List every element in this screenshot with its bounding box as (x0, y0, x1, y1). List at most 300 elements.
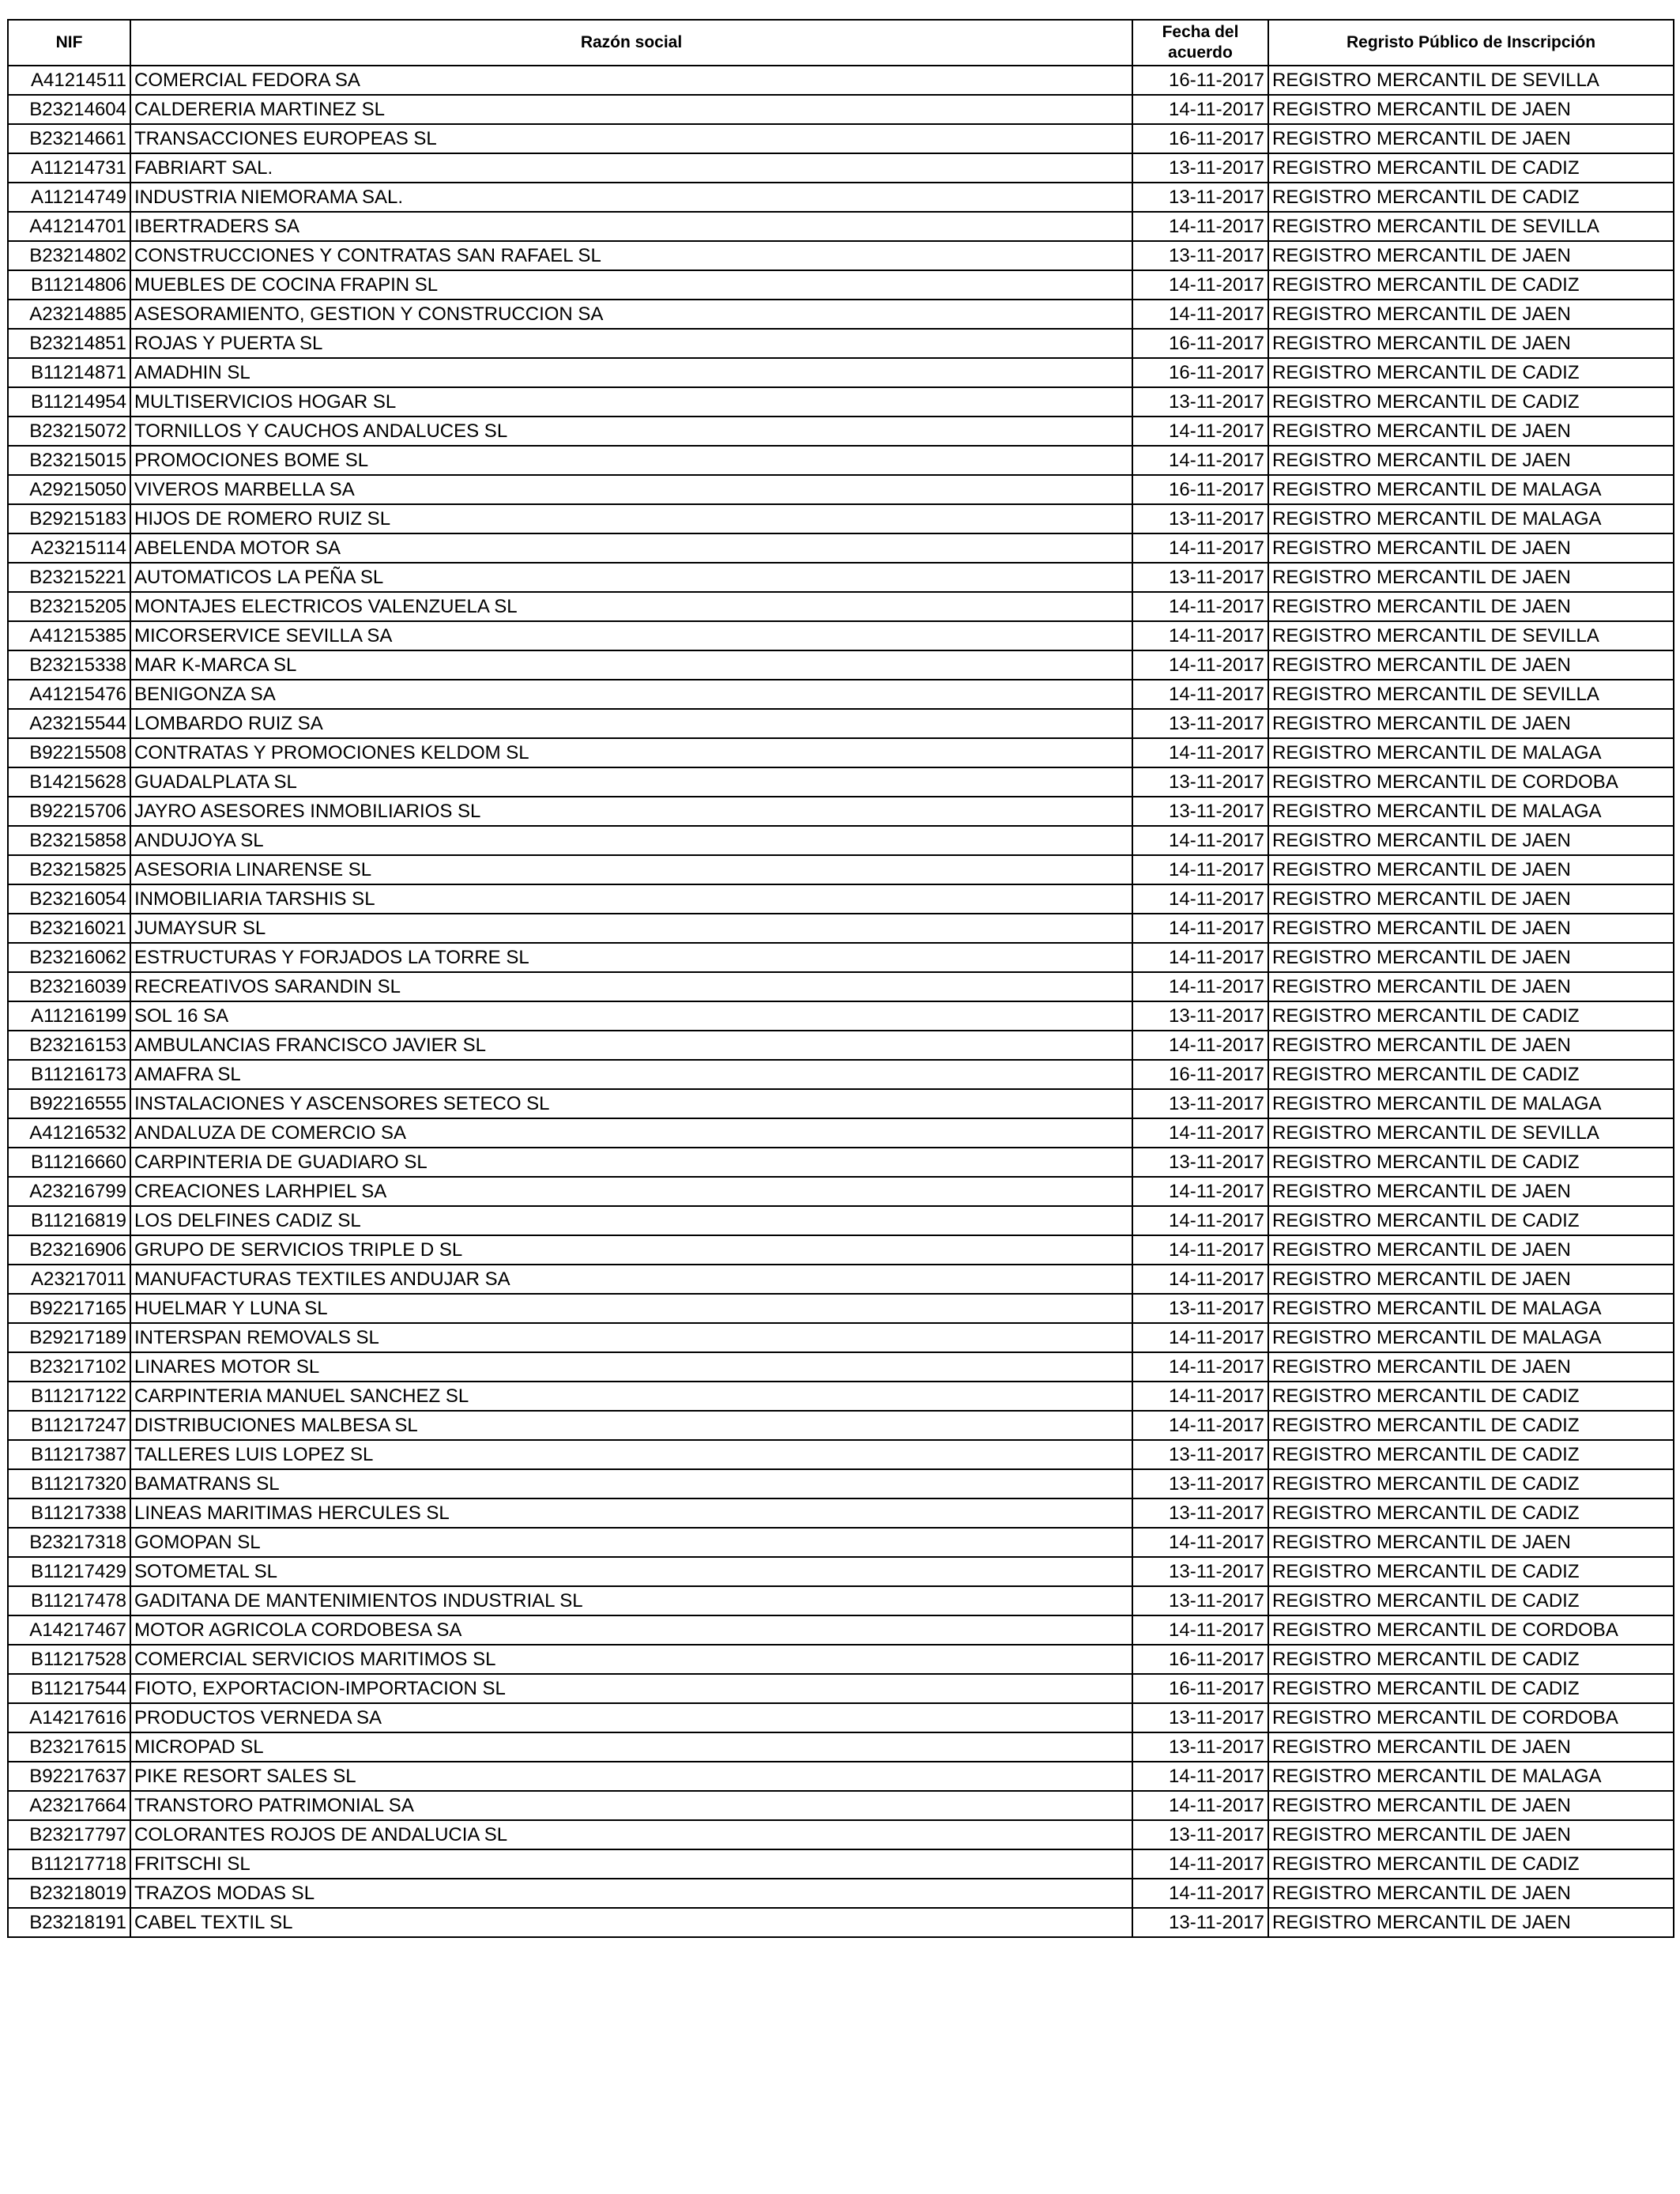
table-row (8, 533, 1674, 563)
cell-nif: A41215385 (8, 621, 130, 650)
table-row (8, 972, 1674, 1001)
cell-fecha: 14-11-2017 (1132, 680, 1268, 709)
cell-nif: A14217616 (8, 1703, 130, 1732)
cell-razon-social: PIKE RESORT SALES SL (130, 1762, 1132, 1791)
cell-registro: REGISTRO MERCANTIL DE JAEN (1268, 417, 1674, 446)
cell-razon-social: MICORSERVICE SEVILLA SA (130, 621, 1132, 650)
cell-fecha: 14-11-2017 (1132, 914, 1268, 943)
table-row (8, 358, 1674, 387)
table-row (8, 767, 1674, 797)
cell-fecha: 14-11-2017 (1132, 1206, 1268, 1235)
table-row (8, 153, 1674, 183)
cell-nif: B23216039 (8, 972, 130, 1001)
cell-razon-social: INSTALACIONES Y ASCENSORES SETECO SL (130, 1089, 1132, 1118)
cell-razon-social: LINEAS MARITIMAS HERCULES SL (130, 1498, 1132, 1528)
cell-nif: B23217102 (8, 1352, 130, 1382)
cell-nif: A23215114 (8, 533, 130, 563)
table-row (8, 943, 1674, 972)
cell-fecha: 13-11-2017 (1132, 1820, 1268, 1849)
registry-table (7, 19, 1674, 1938)
cell-registro: REGISTRO MERCANTIL DE CORDOBA (1268, 1703, 1674, 1732)
cell-nif: B23215205 (8, 592, 130, 621)
cell-nif: B23215338 (8, 650, 130, 680)
cell-registro: REGISTRO MERCANTIL DE JAEN (1268, 1265, 1674, 1294)
cell-registro: REGISTRO MERCANTIL DE JAEN (1268, 563, 1674, 592)
cell-nif: B23217797 (8, 1820, 130, 1849)
cell-nif: B23215072 (8, 417, 130, 446)
cell-registro: REGISTRO MERCANTIL DE JAEN (1268, 329, 1674, 358)
cell-nif: B11216660 (8, 1148, 130, 1177)
cell-razon-social: HUELMAR Y LUNA SL (130, 1294, 1132, 1323)
cell-nif: B11214871 (8, 358, 130, 387)
table-row (8, 270, 1674, 300)
cell-razon-social: CONTRATAS Y PROMOCIONES KELDOM SL (130, 738, 1132, 767)
cell-fecha: 13-11-2017 (1132, 241, 1268, 270)
cell-fecha: 16-11-2017 (1132, 329, 1268, 358)
cell-nif: B14215628 (8, 767, 130, 797)
cell-registro: REGISTRO MERCANTIL DE JAEN (1268, 1235, 1674, 1265)
cell-fecha: 16-11-2017 (1132, 475, 1268, 504)
cell-razon-social: LINARES MOTOR SL (130, 1352, 1132, 1382)
cell-registro: REGISTRO MERCANTIL DE SEVILLA (1268, 212, 1674, 241)
cell-razon-social: HIJOS DE ROMERO RUIZ SL (130, 504, 1132, 533)
cell-razon-social: ESTRUCTURAS Y FORJADOS LA TORRE SL (130, 943, 1132, 972)
table-header-row (8, 20, 1674, 66)
cell-registro: REGISTRO MERCANTIL DE MALAGA (1268, 1323, 1674, 1352)
cell-nif: A11214731 (8, 153, 130, 183)
cell-razon-social: TRANSTORO PATRIMONIAL SA (130, 1791, 1132, 1820)
cell-fecha: 14-11-2017 (1132, 300, 1268, 329)
cell-nif: B29215183 (8, 504, 130, 533)
cell-fecha: 14-11-2017 (1132, 417, 1268, 446)
cell-fecha: 14-11-2017 (1132, 972, 1268, 1001)
cell-nif: B23215015 (8, 446, 130, 475)
cell-registro: REGISTRO MERCANTIL DE SEVILLA (1268, 680, 1674, 709)
cell-nif: B23215858 (8, 826, 130, 855)
cell-registro: REGISTRO MERCANTIL DE CADIZ (1268, 1645, 1674, 1674)
cell-registro: REGISTRO MERCANTIL DE JAEN (1268, 1908, 1674, 1937)
cell-fecha: 14-11-2017 (1132, 95, 1268, 124)
cell-registro: REGISTRO MERCANTIL DE CADIZ (1268, 1382, 1674, 1411)
cell-registro: REGISTRO MERCANTIL DE CADIZ (1268, 358, 1674, 387)
table-row (8, 300, 1674, 329)
cell-razon-social: AMBULANCIAS FRANCISCO JAVIER SL (130, 1031, 1132, 1060)
cell-fecha: 14-11-2017 (1132, 1118, 1268, 1148)
cell-razon-social: MONTAJES ELECTRICOS VALENZUELA SL (130, 592, 1132, 621)
cell-registro: REGISTRO MERCANTIL DE CADIZ (1268, 1557, 1674, 1586)
cell-razon-social: SOL 16 SA (130, 1001, 1132, 1031)
cell-nif: A14217467 (8, 1615, 130, 1645)
cell-nif: B11217544 (8, 1674, 130, 1703)
cell-nif: B11217122 (8, 1382, 130, 1411)
table-row (8, 1323, 1674, 1352)
table-row (8, 1031, 1674, 1060)
table-row (8, 1177, 1674, 1206)
table-row (8, 650, 1674, 680)
cell-nif: A23217011 (8, 1265, 130, 1294)
cell-razon-social: ROJAS Y PUERTA SL (130, 329, 1132, 358)
table-row (8, 66, 1674, 95)
cell-fecha: 13-11-2017 (1132, 183, 1268, 212)
cell-razon-social: DISTRIBUCIONES MALBESA SL (130, 1411, 1132, 1440)
cell-registro: REGISTRO MERCANTIL DE MALAGA (1268, 1294, 1674, 1323)
cell-razon-social: MAR K-MARCA SL (130, 650, 1132, 680)
table-row (8, 1294, 1674, 1323)
cell-razon-social: AMAFRA SL (130, 1060, 1132, 1089)
cell-nif: B11217320 (8, 1469, 130, 1498)
cell-registro: REGISTRO MERCANTIL DE CADIZ (1268, 270, 1674, 300)
cell-registro: REGISTRO MERCANTIL DE MALAGA (1268, 475, 1674, 504)
cell-registro: REGISTRO MERCANTIL DE JAEN (1268, 446, 1674, 475)
table-row (8, 475, 1674, 504)
cell-registro: REGISTRO MERCANTIL DE JAEN (1268, 241, 1674, 270)
cell-razon-social: FIOTO, EXPORTACION-IMPORTACION SL (130, 1674, 1132, 1703)
cell-registro: REGISTRO MERCANTIL DE CADIZ (1268, 1849, 1674, 1879)
cell-razon-social: CONSTRUCCIONES Y CONTRATAS SAN RAFAEL SL (130, 241, 1132, 270)
cell-razon-social: ABELENDA MOTOR SA (130, 533, 1132, 563)
cell-fecha: 14-11-2017 (1132, 446, 1268, 475)
table-row (8, 855, 1674, 884)
cell-registro: REGISTRO MERCANTIL DE JAEN (1268, 95, 1674, 124)
cell-razon-social: FABRIART SAL. (130, 153, 1132, 183)
cell-razon-social: JAYRO ASESORES INMOBILIARIOS SL (130, 797, 1132, 826)
table-row (8, 1235, 1674, 1265)
cell-nif: B23216153 (8, 1031, 130, 1060)
cell-registro: REGISTRO MERCANTIL DE CORDOBA (1268, 1615, 1674, 1645)
cell-razon-social: FRITSCHI SL (130, 1849, 1132, 1879)
cell-razon-social: MOTOR AGRICOLA CORDOBESA SA (130, 1615, 1132, 1645)
cell-razon-social: CARPINTERIA MANUEL SANCHEZ SL (130, 1382, 1132, 1411)
cell-razon-social: COMERCIAL FEDORA SA (130, 66, 1132, 95)
table-row (8, 1615, 1674, 1645)
cell-registro: REGISTRO MERCANTIL DE SEVILLA (1268, 66, 1674, 95)
cell-razon-social: ASESORAMIENTO, GESTION Y CONSTRUCCION SA (130, 300, 1132, 329)
cell-nif: A23215544 (8, 709, 130, 738)
cell-razon-social: AMADHIN SL (130, 358, 1132, 387)
cell-registro: REGISTRO MERCANTIL DE MALAGA (1268, 1089, 1674, 1118)
cell-nif: B23214802 (8, 241, 130, 270)
cell-fecha: 14-11-2017 (1132, 884, 1268, 914)
table-row (8, 1908, 1674, 1937)
header-razon-social: Razón social (130, 20, 1132, 66)
cell-razon-social: CREACIONES LARHPIEL SA (130, 1177, 1132, 1206)
cell-registro: REGISTRO MERCANTIL DE SEVILLA (1268, 621, 1674, 650)
cell-nif: B23216054 (8, 884, 130, 914)
cell-razon-social: TALLERES LUIS LOPEZ SL (130, 1440, 1132, 1469)
cell-fecha: 13-11-2017 (1132, 153, 1268, 183)
cell-fecha: 14-11-2017 (1132, 1031, 1268, 1060)
cell-fecha: 14-11-2017 (1132, 1382, 1268, 1411)
cell-razon-social: COMERCIAL SERVICIOS MARITIMOS SL (130, 1645, 1132, 1674)
cell-razon-social: MANUFACTURAS TEXTILES ANDUJAR SA (130, 1265, 1132, 1294)
cell-fecha: 14-11-2017 (1132, 738, 1268, 767)
table-row (8, 709, 1674, 738)
table-row (8, 183, 1674, 212)
cell-fecha: 14-11-2017 (1132, 1879, 1268, 1908)
cell-razon-social: GUADALPLATA SL (130, 767, 1132, 797)
cell-registro: REGISTRO MERCANTIL DE CADIZ (1268, 153, 1674, 183)
cell-fecha: 13-11-2017 (1132, 709, 1268, 738)
cell-registro: REGISTRO MERCANTIL DE JAEN (1268, 1791, 1674, 1820)
cell-nif: A11216199 (8, 1001, 130, 1031)
cell-registro: REGISTRO MERCANTIL DE CADIZ (1268, 1411, 1674, 1440)
table-row (8, 1265, 1674, 1294)
table-row (8, 1528, 1674, 1557)
cell-registro: REGISTRO MERCANTIL DE JAEN (1268, 914, 1674, 943)
cell-nif: B92215508 (8, 738, 130, 767)
cell-fecha: 13-11-2017 (1132, 1089, 1268, 1118)
cell-registro: REGISTRO MERCANTIL DE JAEN (1268, 1352, 1674, 1382)
table-row (8, 1411, 1674, 1440)
table-row (8, 1557, 1674, 1586)
cell-fecha: 13-11-2017 (1132, 1498, 1268, 1528)
table-row (8, 1732, 1674, 1762)
cell-fecha: 13-11-2017 (1132, 1294, 1268, 1323)
cell-registro: REGISTRO MERCANTIL DE JAEN (1268, 1031, 1674, 1060)
cell-nif: B23218019 (8, 1879, 130, 1908)
cell-razon-social: GOMOPAN SL (130, 1528, 1132, 1557)
cell-nif: B11214954 (8, 387, 130, 417)
cell-nif: B23216021 (8, 914, 130, 943)
cell-registro: REGISTRO MERCANTIL DE SEVILLA (1268, 1118, 1674, 1148)
cell-razon-social: TRAZOS MODAS SL (130, 1879, 1132, 1908)
table-row (8, 1089, 1674, 1118)
cell-razon-social: TORNILLOS Y CAUCHOS ANDALUCES SL (130, 417, 1132, 446)
cell-nif: A41216532 (8, 1118, 130, 1148)
table-row (8, 738, 1674, 767)
table-row (8, 1586, 1674, 1615)
table-row (8, 1674, 1674, 1703)
table-row (8, 1382, 1674, 1411)
table-row (8, 1440, 1674, 1469)
cell-razon-social: INTERSPAN REMOVALS SL (130, 1323, 1132, 1352)
header-fecha (1132, 20, 1268, 66)
cell-nif: B92217637 (8, 1762, 130, 1791)
cell-razon-social: SOTOMETAL SL (130, 1557, 1132, 1586)
cell-registro: REGISTRO MERCANTIL DE CADIZ (1268, 1001, 1674, 1031)
cell-fecha: 14-11-2017 (1132, 826, 1268, 855)
cell-nif: A23217664 (8, 1791, 130, 1820)
cell-fecha: 13-11-2017 (1132, 1469, 1268, 1498)
table-row (8, 212, 1674, 241)
cell-nif: B92217165 (8, 1294, 130, 1323)
cell-registro: REGISTRO MERCANTIL DE CADIZ (1268, 1674, 1674, 1703)
table-row (8, 1762, 1674, 1791)
cell-registro: REGISTRO MERCANTIL DE CADIZ (1268, 387, 1674, 417)
cell-fecha: 13-11-2017 (1132, 1148, 1268, 1177)
cell-nif: B11217387 (8, 1440, 130, 1469)
table-row (8, 1645, 1674, 1674)
cell-razon-social: MICROPAD SL (130, 1732, 1132, 1762)
table-row (8, 797, 1674, 826)
cell-fecha: 14-11-2017 (1132, 212, 1268, 241)
cell-fecha: 14-11-2017 (1132, 533, 1268, 563)
cell-nif: B11217528 (8, 1645, 130, 1674)
cell-nif: B23215221 (8, 563, 130, 592)
cell-fecha: 13-11-2017 (1132, 387, 1268, 417)
cell-registro: REGISTRO MERCANTIL DE CADIZ (1268, 1206, 1674, 1235)
cell-fecha: 14-11-2017 (1132, 592, 1268, 621)
cell-razon-social: JUMAYSUR SL (130, 914, 1132, 943)
cell-razon-social: PRODUCTOS VERNEDA SA (130, 1703, 1132, 1732)
cell-registro: REGISTRO MERCANTIL DE MALAGA (1268, 1762, 1674, 1791)
cell-nif: B29217189 (8, 1323, 130, 1352)
cell-registro: REGISTRO MERCANTIL DE CADIZ (1268, 1469, 1674, 1498)
cell-razon-social: PROMOCIONES BOME SL (130, 446, 1132, 475)
cell-nif: B23215825 (8, 855, 130, 884)
cell-fecha: 13-11-2017 (1132, 1001, 1268, 1031)
table-row (8, 124, 1674, 153)
cell-fecha: 13-11-2017 (1132, 1703, 1268, 1732)
cell-registro: REGISTRO MERCANTIL DE MALAGA (1268, 797, 1674, 826)
cell-registro: REGISTRO MERCANTIL DE MALAGA (1268, 504, 1674, 533)
cell-fecha: 14-11-2017 (1132, 1352, 1268, 1382)
header-nif: NIF (8, 20, 130, 66)
cell-fecha: 13-11-2017 (1132, 1557, 1268, 1586)
cell-fecha: 14-11-2017 (1132, 1323, 1268, 1352)
cell-fecha: 14-11-2017 (1132, 1177, 1268, 1206)
cell-razon-social: TRANSACCIONES EUROPEAS SL (130, 124, 1132, 153)
cell-razon-social: IBERTRADERS SA (130, 212, 1132, 241)
cell-registro: REGISTRO MERCANTIL DE JAEN (1268, 1820, 1674, 1849)
table-row (8, 563, 1674, 592)
cell-fecha: 14-11-2017 (1132, 1235, 1268, 1265)
cell-registro: REGISTRO MERCANTIL DE JAEN (1268, 884, 1674, 914)
cell-razon-social: CABEL TEXTIL SL (130, 1908, 1132, 1937)
cell-nif: B11217718 (8, 1849, 130, 1879)
cell-razon-social: GRUPO DE SERVICIOS TRIPLE D SL (130, 1235, 1132, 1265)
cell-razon-social: INMOBILIARIA TARSHIS SL (130, 884, 1132, 914)
cell-fecha: 13-11-2017 (1132, 563, 1268, 592)
cell-razon-social: CARPINTERIA DE GUADIARO SL (130, 1148, 1132, 1177)
table-row (8, 826, 1674, 855)
table-row (8, 1498, 1674, 1528)
cell-nif: B11216819 (8, 1206, 130, 1235)
cell-registro: REGISTRO MERCANTIL DE JAEN (1268, 972, 1674, 1001)
cell-nif: B92215706 (8, 797, 130, 826)
table-row (8, 95, 1674, 124)
cell-fecha: 14-11-2017 (1132, 650, 1268, 680)
cell-nif: B23217318 (8, 1528, 130, 1557)
cell-nif: B11217429 (8, 1557, 130, 1586)
cell-nif: A11214749 (8, 183, 130, 212)
table-row (8, 1060, 1674, 1089)
cell-registro: REGISTRO MERCANTIL DE JAEN (1268, 300, 1674, 329)
cell-nif: A23214885 (8, 300, 130, 329)
table-row (8, 1148, 1674, 1177)
cell-nif: A23216799 (8, 1177, 130, 1206)
table-row (8, 1879, 1674, 1908)
cell-registro: REGISTRO MERCANTIL DE CADIZ (1268, 1498, 1674, 1528)
cell-razon-social: BENIGONZA SA (130, 680, 1132, 709)
cell-registro: REGISTRO MERCANTIL DE JAEN (1268, 592, 1674, 621)
table-row (8, 329, 1674, 358)
table-row (8, 1352, 1674, 1382)
cell-fecha: 13-11-2017 (1132, 1908, 1268, 1937)
cell-nif: B23216906 (8, 1235, 130, 1265)
cell-registro: REGISTRO MERCANTIL DE CADIZ (1268, 1440, 1674, 1469)
table-row (8, 1703, 1674, 1732)
cell-nif: B23214604 (8, 95, 130, 124)
table-row (8, 504, 1674, 533)
table-row (8, 446, 1674, 475)
cell-nif: B23218191 (8, 1908, 130, 1937)
cell-razon-social: MULTISERVICIOS HOGAR SL (130, 387, 1132, 417)
header-registro: Regristo Público de Inscripción (1268, 20, 1674, 66)
cell-fecha: 14-11-2017 (1132, 270, 1268, 300)
cell-razon-social: GADITANA DE MANTENIMIENTOS INDUSTRIAL SL (130, 1586, 1132, 1615)
table-row (8, 241, 1674, 270)
cell-fecha: 16-11-2017 (1132, 124, 1268, 153)
cell-fecha: 14-11-2017 (1132, 1411, 1268, 1440)
cell-fecha: 13-11-2017 (1132, 504, 1268, 533)
table-row (8, 1849, 1674, 1879)
cell-fecha: 16-11-2017 (1132, 1674, 1268, 1703)
cell-razon-social: LOS DELFINES CADIZ SL (130, 1206, 1132, 1235)
cell-registro: REGISTRO MERCANTIL DE JAEN (1268, 533, 1674, 563)
cell-nif: B92216555 (8, 1089, 130, 1118)
cell-razon-social: ANDALUZA DE COMERCIO SA (130, 1118, 1132, 1148)
cell-razon-social: ANDUJOYA SL (130, 826, 1132, 855)
cell-fecha: 14-11-2017 (1132, 1762, 1268, 1791)
cell-fecha: 13-11-2017 (1132, 1586, 1268, 1615)
cell-fecha: 13-11-2017 (1132, 797, 1268, 826)
cell-nif: B23217615 (8, 1732, 130, 1762)
table-row (8, 1791, 1674, 1820)
cell-fecha: 16-11-2017 (1132, 1645, 1268, 1674)
table-body (8, 66, 1674, 1937)
cell-registro: REGISTRO MERCANTIL DE CADIZ (1268, 1060, 1674, 1089)
cell-nif: A41214701 (8, 212, 130, 241)
cell-fecha: 16-11-2017 (1132, 1060, 1268, 1089)
cell-nif: B11217247 (8, 1411, 130, 1440)
table-row (8, 1820, 1674, 1849)
cell-registro: REGISTRO MERCANTIL DE JAEN (1268, 855, 1674, 884)
cell-razon-social: ASESORIA LINARENSE SL (130, 855, 1132, 884)
cell-fecha: 14-11-2017 (1132, 1849, 1268, 1879)
table-row (8, 592, 1674, 621)
cell-nif: B23214851 (8, 329, 130, 358)
cell-registro: REGISTRO MERCANTIL DE JAEN (1268, 124, 1674, 153)
cell-razon-social: MUEBLES DE COCINA FRAPIN SL (130, 270, 1132, 300)
cell-registro: REGISTRO MERCANTIL DE CADIZ (1268, 183, 1674, 212)
table-row (8, 680, 1674, 709)
cell-registro: REGISTRO MERCANTIL DE JAEN (1268, 826, 1674, 855)
cell-fecha: 14-11-2017 (1132, 855, 1268, 884)
cell-razon-social: RECREATIVOS SARANDIN SL (130, 972, 1132, 1001)
cell-nif: B11216173 (8, 1060, 130, 1089)
cell-nif: B11217478 (8, 1586, 130, 1615)
cell-registro: REGISTRO MERCANTIL DE JAEN (1268, 1177, 1674, 1206)
table-row (8, 914, 1674, 943)
cell-nif: A41215476 (8, 680, 130, 709)
table-row (8, 387, 1674, 417)
cell-fecha: 16-11-2017 (1132, 66, 1268, 95)
cell-razon-social: VIVEROS MARBELLA SA (130, 475, 1132, 504)
cell-nif: B23214661 (8, 124, 130, 153)
cell-nif: A29215050 (8, 475, 130, 504)
cell-fecha: 14-11-2017 (1132, 1528, 1268, 1557)
table-row (8, 1206, 1674, 1235)
cell-registro: REGISTRO MERCANTIL DE JAEN (1268, 709, 1674, 738)
cell-razon-social: AUTOMATICOS LA PEÑA SL (130, 563, 1132, 592)
table-row (8, 1001, 1674, 1031)
cell-fecha: 14-11-2017 (1132, 1791, 1268, 1820)
cell-registro: REGISTRO MERCANTIL DE CADIZ (1268, 1148, 1674, 1177)
cell-registro: REGISTRO MERCANTIL DE MALAGA (1268, 738, 1674, 767)
cell-registro: REGISTRO MERCANTIL DE CORDOBA (1268, 767, 1674, 797)
table-row (8, 1469, 1674, 1498)
